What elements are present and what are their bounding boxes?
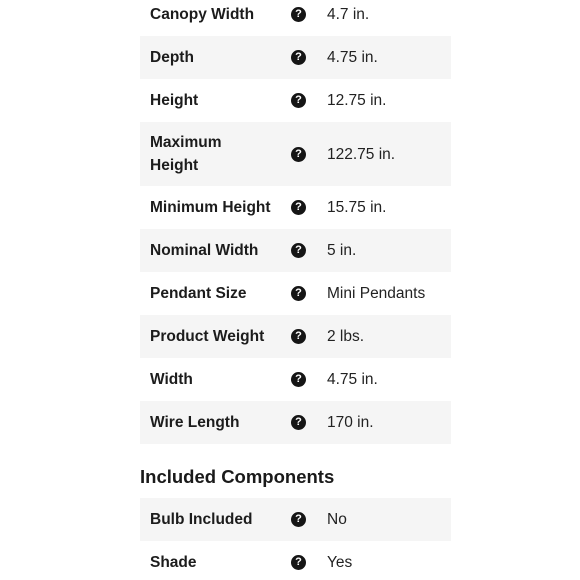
- spec-label: Wire Length: [150, 414, 240, 431]
- spec-row-wire-length: [140, 401, 451, 444]
- question-circle-icon[interactable]: ?: [291, 93, 306, 108]
- spec-label: Minimum Height: [150, 199, 271, 216]
- spec-label: Nominal Width: [150, 242, 259, 259]
- question-circle-icon[interactable]: ?: [291, 555, 306, 570]
- spec-row-shade: [140, 541, 451, 580]
- question-circle-icon[interactable]: ?: [291, 200, 306, 215]
- spec-label: Product Weight: [150, 328, 265, 345]
- spec-row-width: [140, 358, 451, 401]
- spec-label-line: Maximum: [150, 134, 222, 151]
- spec-label: Bulb Included: [150, 511, 253, 528]
- spec-label: Height: [150, 92, 199, 109]
- question-circle-icon[interactable]: ?: [291, 147, 306, 162]
- included-components-heading: Included Components: [140, 466, 335, 487]
- spec-row-nominal-width: [140, 229, 451, 272]
- question-circle-icon[interactable]: ?: [291, 286, 306, 301]
- spec-value: 4.7 in.: [327, 6, 370, 23]
- spec-row-depth: [140, 36, 451, 79]
- spec-label: [140, 131, 277, 177]
- specifications-table: [140, 0, 451, 444]
- spec-value: 4.75 in.: [327, 371, 378, 388]
- spec-value: No: [327, 511, 347, 528]
- spec-row-bulb-included: [140, 498, 451, 541]
- spec-value: Mini Pendants: [327, 285, 426, 302]
- spec-value: 12.75 in.: [327, 92, 387, 109]
- spec-row-height: [140, 79, 451, 122]
- spec-value: 122.75 in.: [327, 145, 396, 163]
- question-circle-icon[interactable]: ?: [291, 372, 306, 387]
- spec-value: 5 in.: [327, 242, 357, 259]
- spec-label: Width: [150, 371, 193, 388]
- spec-label: Shade: [150, 554, 197, 571]
- spec-value: 15.75 in.: [327, 199, 387, 216]
- spec-value: 4.75 in.: [327, 49, 378, 66]
- spec-label-line: Height: [150, 157, 199, 174]
- spec-row-pendant-size: [140, 272, 451, 315]
- question-circle-icon[interactable]: ?: [291, 7, 306, 22]
- spec-label: Depth: [150, 49, 194, 66]
- question-circle-icon[interactable]: ?: [291, 50, 306, 65]
- spec-value: 2 lbs.: [327, 328, 365, 345]
- spec-row-product-weight: [140, 315, 451, 358]
- spec-row-canopy-width: [140, 0, 451, 36]
- question-circle-icon[interactable]: ?: [291, 243, 306, 258]
- spec-row-minimum-height: [140, 186, 451, 229]
- spec-label: Canopy Width: [150, 6, 255, 23]
- included-components-table: [140, 498, 451, 580]
- question-circle-icon[interactable]: ?: [291, 415, 306, 430]
- spec-row-maximum-height: [140, 122, 451, 186]
- spec-value: 170 in.: [327, 414, 374, 431]
- question-circle-icon[interactable]: ?: [291, 512, 306, 527]
- spec-label: Pendant Size: [150, 285, 247, 302]
- spec-value: Yes: [327, 554, 353, 571]
- question-circle-icon[interactable]: ?: [291, 329, 306, 344]
